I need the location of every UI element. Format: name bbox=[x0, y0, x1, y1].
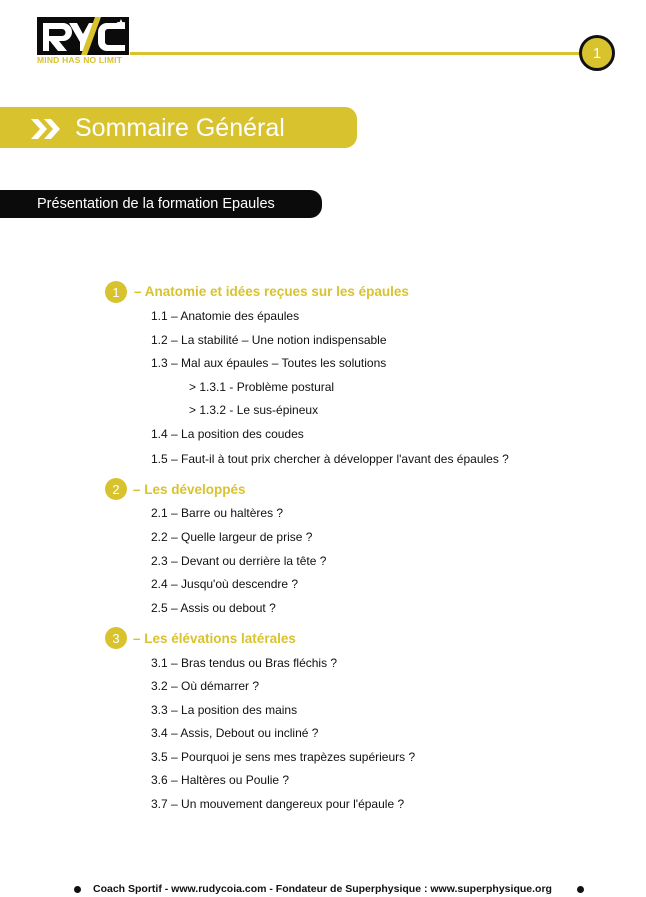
logo-tagline: MIND HAS NO LIMIT bbox=[37, 55, 123, 65]
toc-item: 2.2 – Quelle largeur de prise ? bbox=[151, 530, 313, 544]
toc-item: 2.1 – Barre ou haltères ? bbox=[151, 506, 284, 520]
subtitle-banner bbox=[0, 190, 322, 218]
toc-item: 2.3 – Devant ou derrière la tête ? bbox=[151, 554, 327, 568]
toc-item: 1.4 – La position des coudes bbox=[151, 427, 304, 441]
section-title: – Anatomie et idées reçues sur les épaules bbox=[134, 284, 409, 299]
section-title: – Les élévations latérales bbox=[133, 631, 296, 646]
section-number-badge: 2 bbox=[105, 478, 127, 500]
toc-item: 3.2 – Où démarrer ? bbox=[151, 679, 260, 693]
bullet-dot-icon bbox=[577, 886, 584, 893]
footer bbox=[74, 883, 584, 897]
section-title: – Les développés bbox=[133, 482, 246, 497]
header-divider bbox=[130, 52, 585, 55]
toc-item: 3.5 – Pourquoi je sens mes trapèzes supérieurs ? bbox=[151, 750, 416, 764]
toc-item: 1.3 – Mal aux épaules – Toutes les solutions bbox=[151, 356, 387, 370]
toc-item: 3.4 – Assis, Debout ou incliné ? bbox=[151, 726, 319, 740]
page-subtitle: Présentation de la formation Epaules bbox=[37, 196, 275, 212]
toc-subitem: > 1.3.2 - Le sus-épineux bbox=[189, 403, 319, 417]
bullet-dot-icon bbox=[74, 886, 81, 893]
toc-item: 1.2 – La stabilité – Une notion indispensable bbox=[151, 333, 387, 347]
toc-item: 3.7 – Un mouvement dangereux pour l'épaule ? bbox=[151, 797, 405, 811]
toc-item: 3.3 – La position des mains bbox=[151, 703, 298, 717]
toc-subitem: > 1.3.1 - Problème postural bbox=[189, 380, 335, 394]
double-chevron-right-icon bbox=[31, 119, 61, 139]
toc-item: 3.1 – Bras tendus ou Bras fléchis ? bbox=[151, 656, 338, 670]
logo-ryc-mark bbox=[37, 17, 129, 55]
toc-item: 2.4 – Jusqu'où descendre ? bbox=[151, 577, 299, 591]
toc-item: 3.6 – Haltères ou Poulie ? bbox=[151, 773, 290, 787]
toc-item: 2.5 – Assis ou debout ? bbox=[151, 601, 276, 615]
section-number-badge: 3 bbox=[105, 627, 127, 649]
title-banner bbox=[0, 107, 357, 148]
section-number-badge: 1 bbox=[105, 281, 127, 303]
toc-item: 1.5 – Faut-il à tout prix chercher à développer l'avant des épaules ? bbox=[151, 452, 509, 466]
page-number-badge: 1 bbox=[579, 35, 615, 71]
toc-item: 1.1 – Anatomie des épaules bbox=[151, 309, 300, 323]
page-title: Sommaire Général bbox=[75, 114, 285, 142]
footer-text: Coach Sportif - www.rudycoia.com - Fondateur de Superphysique : www.superphysique.org bbox=[93, 883, 552, 895]
logo bbox=[37, 17, 129, 65]
